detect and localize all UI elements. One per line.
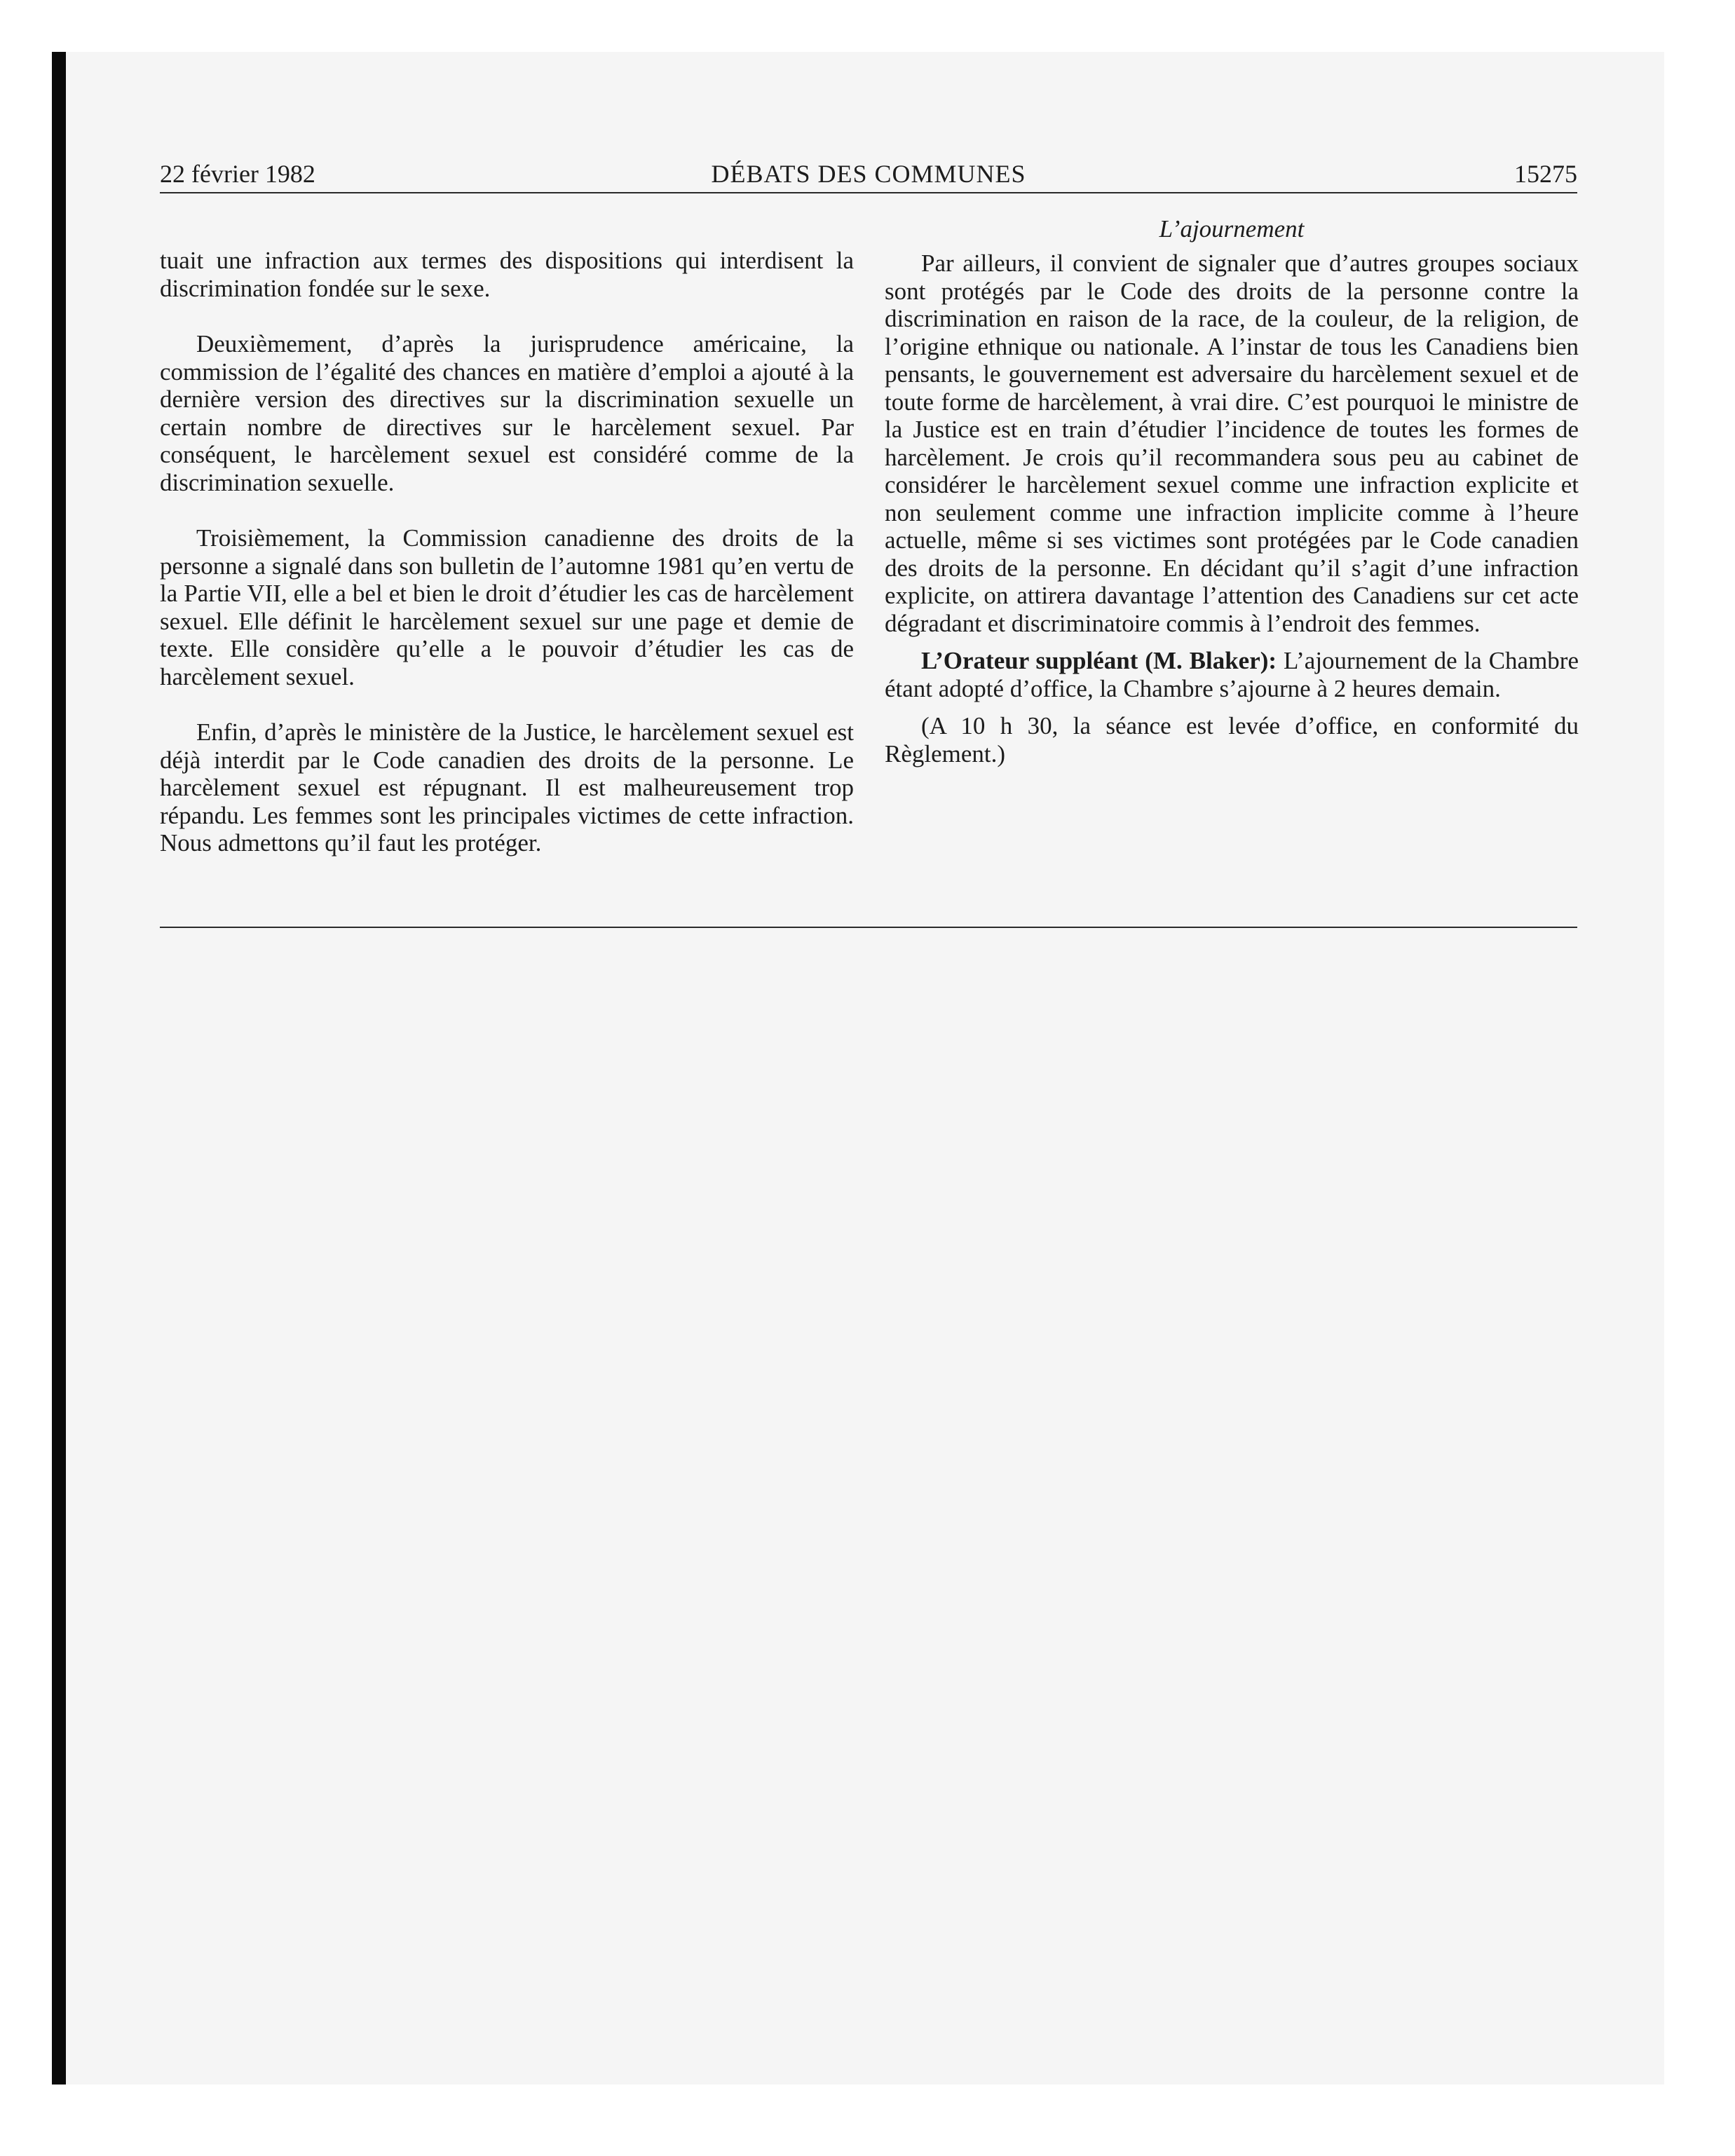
binding-edge (52, 52, 66, 2085)
page-number: 15275 (1514, 160, 1577, 188)
end-of-text-rule (160, 927, 1577, 928)
speaker-name: L’Orateur suppléant (M. Blaker): (921, 647, 1277, 674)
speaker-statement: L’ajournement de la Chambre étant adopté d’office, la Chambre s’ajourne à 2 heures demain. (885, 647, 1579, 702)
paragraph-deuxiemement: Deuxièmement, d’après la jurisprudence américaine, la commission de l’égalité des chances en matière d’emploi a ajouté à la dernière version des directives sur la discrimination sexuelle un certain nombre de directives sur le harcèlement sexuel. Par conséquent, le harcèlement sexuel est considéré comme de la discrimination sexuelle. (160, 330, 854, 496)
publication-title: DÉBATS DES COMMUNES (711, 160, 1026, 188)
left-column (160, 247, 854, 885)
right-column (885, 213, 1579, 796)
paragraph-continuation: tuait une infraction aux termes des dispositions qui interdisent la discrimination fondée sur le sexe. (160, 247, 854, 302)
header-rule (160, 192, 1577, 193)
paragraph-enfin: Enfin, d’après le ministère de la Justice, le harcèlement sexuel est déjà interdit par le Code canadien des droits de la personne. Le harcèlement sexuel est répugnant. Il est malheureusement trop répandu. Les femmes sont les principales victimes de cette infraction. Nous admettons qu’il faut les protéger. (160, 718, 854, 857)
running-header (160, 156, 1577, 192)
paragraph-par-ailleurs: Par ailleurs, il convient de signaler que d’autres groupes sociaux sont protégés par le Code des droits de la personne contre la discrimination en raison de la race, de la couleur, de la religion, de l’origine ethnique ou nationale. A l’instar de tous les Canadiens bien pensants, le gouvernement est adversaire du harcèlement sexuel et de toute forme de harcèlement, à vrai dire. C’est pourquoi le ministre de la Justice est en train d’étudier l’incidence de toutes les formes de harcèlement. Je crois qu’il recommandera sous peu au cabinet de considérer le harcèlement sexuel comme une infraction explicite et non seulement comme une infraction implicite comme à l’heure actuelle, même si ses victimes sont protégées par le Code canadien des droits de la personne. En décidant qu’il s’agit d’une infraction explicite, on attirera davantage l’attention des Canadiens sur cet acte dégradant et discriminatoire commis à l’endroit des femmes. (885, 250, 1579, 637)
section-heading: L’ajournement (1159, 215, 1305, 243)
paragraph-troisiemement: Troisièmement, la Commission canadienne des droits de la personne a signalé dans son bulletin de l’automne 1981 qu’en vertu de la Partie VII, elle a bel et bien le droit d’étudier les cas de harcèlement sexuel. Elle définit le harcèlement sexuel sur une page et demie de texte. Elle considère qu’elle a le pouvoir d’étudier les cas de harcèlement sexuel. (160, 524, 854, 690)
speaker-paragraph (885, 647, 1579, 702)
header-date: 22 février 1982 (160, 160, 315, 188)
closing-note: (A 10 h 30, la séance est levée d’office, en conformité du Règlement.) (885, 712, 1579, 767)
